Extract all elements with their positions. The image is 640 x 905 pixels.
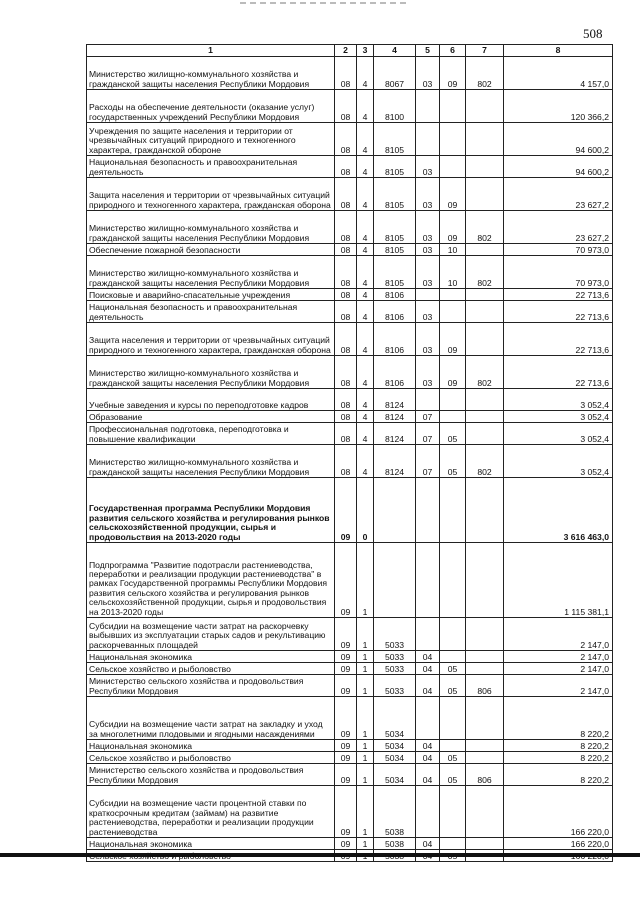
section-code: 09 — [335, 543, 357, 618]
header-cell: 2 — [335, 45, 357, 57]
program-code: 1 — [357, 838, 374, 850]
table-row — [87, 423, 613, 445]
header-cell: 8 — [504, 45, 613, 57]
target-code: 5033 — [374, 618, 416, 651]
target-code: 8105 — [374, 178, 416, 211]
program-code: 1 — [357, 752, 374, 764]
amount: 94 600,2 — [504, 156, 613, 178]
row-name: Субсидии на возмещение части затрат на раскорчевку выбывших из эксплуатации старых садов и рекультивацию раскорчеванных площадей — [87, 618, 335, 651]
ministry-code — [466, 389, 504, 411]
division-code — [416, 697, 440, 740]
table-row — [87, 211, 613, 244]
ministry-code — [466, 740, 504, 752]
row-name: Подпрограмма "Развитие подотрасли растениеводства, переработки и реализации продукции растениеводства" в рамках Государственной программы Республики Мордовия развития сельского хозяйства и регулирования рынков сельскохозяйственной продукции, сырья и продовольствия на 2013-2020 годы — [87, 543, 335, 618]
header-cell: 3 — [357, 45, 374, 57]
division-code: 07 — [416, 445, 440, 478]
division-code — [416, 543, 440, 618]
program-code: 4 — [357, 423, 374, 445]
subdivision-code: 09 — [440, 57, 466, 90]
section-code: 08 — [335, 423, 357, 445]
division-code: 04 — [416, 838, 440, 850]
division-code — [416, 123, 440, 156]
subdivision-code — [440, 389, 466, 411]
ministry-code: 802 — [466, 445, 504, 478]
row-name: Учебные заведения и курсы по переподготовке кадров — [87, 389, 335, 411]
subdivision-code — [440, 543, 466, 618]
program-code: 1 — [357, 786, 374, 838]
ministry-code: 802 — [466, 211, 504, 244]
program-code: 1 — [357, 697, 374, 740]
division-code — [416, 618, 440, 651]
section-code: 08 — [335, 156, 357, 178]
ministry-code — [466, 786, 504, 838]
row-name: Субсидии на возмещение части процентной ставки по краткосрочным кредитам (займам) на развитие растениеводства, переработки и реализации продукции растениеводства — [87, 786, 335, 838]
target-code: 5034 — [374, 740, 416, 752]
ministry-code — [466, 618, 504, 651]
target-code: 8124 — [374, 423, 416, 445]
section-code: 09 — [335, 838, 357, 850]
program-code: 4 — [357, 323, 374, 356]
target-code: 5038 — [374, 786, 416, 838]
row-name: Профессиональная подготовка, переподготовка и повышение квалификации — [87, 423, 335, 445]
division-code: 03 — [416, 256, 440, 289]
row-name: Обеспечение пожарной безопасности — [87, 244, 335, 256]
ministry-code — [466, 543, 504, 618]
table-row — [87, 543, 613, 618]
table-row — [87, 838, 613, 850]
row-name: Министерство жилищно-коммунального хозяйства и гражданской защиты населения Республики Мордовия — [87, 356, 335, 389]
amount: 23 627,2 — [504, 211, 613, 244]
subdivision-code — [440, 90, 466, 123]
ministry-code — [466, 123, 504, 156]
section-code: 08 — [335, 244, 357, 256]
program-code: 4 — [357, 244, 374, 256]
section-code: 09 — [335, 752, 357, 764]
target-code — [374, 478, 416, 543]
header-cell: 4 — [374, 45, 416, 57]
section-code: 08 — [335, 256, 357, 289]
amount: 166 220,0 — [504, 786, 613, 838]
target-code: 5034 — [374, 697, 416, 740]
table-row — [87, 618, 613, 651]
target-code: 8106 — [374, 289, 416, 301]
amount: 2 147,0 — [504, 651, 613, 663]
division-code: 03 — [416, 323, 440, 356]
table-row — [87, 301, 613, 323]
amount: 4 157,0 — [504, 57, 613, 90]
table-row — [87, 244, 613, 256]
table-row — [87, 389, 613, 411]
row-name: Национальная безопасность и правоохранительная деятельность — [87, 301, 335, 323]
division-code: 04 — [416, 663, 440, 675]
section-code: 09 — [335, 651, 357, 663]
ministry-code — [466, 423, 504, 445]
row-name: Национальная экономика — [87, 740, 335, 752]
ministry-code — [466, 411, 504, 423]
division-code: 03 — [416, 156, 440, 178]
division-code: 03 — [416, 211, 440, 244]
amount: 94 600,2 — [504, 123, 613, 156]
subdivision-code — [440, 838, 466, 850]
division-code: 03 — [416, 356, 440, 389]
table-row — [87, 289, 613, 301]
ministry-code — [466, 323, 504, 356]
program-code: 0 — [357, 478, 374, 543]
subdivision-code: 09 — [440, 323, 466, 356]
table-row — [87, 178, 613, 211]
row-name: Субсидии на возмещение части затрат на закладку и уход за многолетними плодовыми и ягодными насаждениями — [87, 697, 335, 740]
target-code: 8106 — [374, 301, 416, 323]
amount: 70 973,0 — [504, 244, 613, 256]
program-code: 1 — [357, 764, 374, 786]
row-name: Поисковые и аварийно-спасательные учреждения — [87, 289, 335, 301]
subdivision-code: 09 — [440, 356, 466, 389]
subdivision-code — [440, 156, 466, 178]
program-code: 1 — [357, 543, 374, 618]
section-code: 09 — [335, 764, 357, 786]
table-row — [87, 123, 613, 156]
subdivision-code: 05 — [440, 752, 466, 764]
table-row — [87, 675, 613, 697]
amount: 166 220,0 — [504, 838, 613, 850]
division-code: 04 — [416, 651, 440, 663]
subdivision-code — [440, 740, 466, 752]
section-code: 08 — [335, 123, 357, 156]
program-code: 4 — [357, 256, 374, 289]
target-code: 8105 — [374, 244, 416, 256]
division-code: 03 — [416, 244, 440, 256]
subdivision-code — [440, 618, 466, 651]
program-code: 4 — [357, 301, 374, 323]
target-code: 8105 — [374, 211, 416, 244]
division-code — [416, 478, 440, 543]
header-cell: 7 — [466, 45, 504, 57]
section-code: 08 — [335, 301, 357, 323]
amount: 8 220,2 — [504, 764, 613, 786]
division-code: 04 — [416, 764, 440, 786]
table-row — [87, 478, 613, 543]
program-code: 1 — [357, 675, 374, 697]
subdivision-code: 05 — [440, 445, 466, 478]
division-code — [416, 289, 440, 301]
amount: 3 052,4 — [504, 423, 613, 445]
row-name: Министерство жилищно-коммунального хозяйства и гражданской защиты населения Республики Мордовия — [87, 256, 335, 289]
amount: 3 052,4 — [504, 411, 613, 423]
target-code: 5034 — [374, 764, 416, 786]
subdivision-code — [440, 786, 466, 838]
subdivision-code: 10 — [440, 244, 466, 256]
program-code: 4 — [357, 123, 374, 156]
program-code: 4 — [357, 57, 374, 90]
subdivision-code: 05 — [440, 675, 466, 697]
section-code: 08 — [335, 289, 357, 301]
table-row — [87, 651, 613, 663]
program-code: 1 — [357, 618, 374, 651]
ministry-code — [466, 178, 504, 211]
division-code — [416, 389, 440, 411]
ministry-code — [466, 289, 504, 301]
division-code: 07 — [416, 411, 440, 423]
subdivision-code — [440, 478, 466, 543]
amount: 8 220,2 — [504, 697, 613, 740]
row-name: Министерство жилищно-коммунального хозяйства и гражданской защиты населения Республики Мордовия — [87, 211, 335, 244]
section-code: 09 — [335, 786, 357, 838]
target-code: 5033 — [374, 675, 416, 697]
section-code: 08 — [335, 90, 357, 123]
amount: 8 220,2 — [504, 752, 613, 764]
division-code: 04 — [416, 675, 440, 697]
target-code: 8106 — [374, 356, 416, 389]
ministry-code: 802 — [466, 256, 504, 289]
amount: 22 713,6 — [504, 301, 613, 323]
header-cell: 1 — [87, 45, 335, 57]
ministry-code — [466, 838, 504, 850]
table-row — [87, 752, 613, 764]
subdivision-code: 10 — [440, 256, 466, 289]
program-code: 1 — [357, 663, 374, 675]
subdivision-code — [440, 301, 466, 323]
division-code — [416, 90, 440, 123]
target-code: 5033 — [374, 651, 416, 663]
ministry-code — [466, 244, 504, 256]
target-code: 5038 — [374, 838, 416, 850]
header-cell: 6 — [440, 45, 466, 57]
budget-table — [86, 44, 613, 862]
table-row — [87, 697, 613, 740]
table-row — [87, 323, 613, 356]
table-row — [87, 57, 613, 90]
table-row — [87, 663, 613, 675]
division-code: 04 — [416, 740, 440, 752]
ministry-code — [466, 752, 504, 764]
row-name: Защита населения и территории от чрезвычайных ситуаций природного и техногенного характера, гражданская оборона — [87, 178, 335, 211]
subdivision-code — [440, 123, 466, 156]
subdivision-code: 09 — [440, 211, 466, 244]
subdivision-code: 05 — [440, 663, 466, 675]
row-name: Сельское хозяйство и рыболовство — [87, 663, 335, 675]
amount: 3 616 463,0 — [504, 478, 613, 543]
program-code: 4 — [357, 389, 374, 411]
amount: 2 147,0 — [504, 663, 613, 675]
section-code: 08 — [335, 411, 357, 423]
subdivision-code — [440, 697, 466, 740]
subdivision-code — [440, 289, 466, 301]
program-code: 4 — [357, 356, 374, 389]
bottom-rule — [0, 853, 640, 857]
row-name: Министерство жилищно-коммунального хозяйства и гражданской защиты населения Республики Мордовия — [87, 57, 335, 90]
row-name: Защита населения и территории от чрезвычайных ситуаций природного и техногенного характера, гражданская оборона — [87, 323, 335, 356]
ministry-code — [466, 651, 504, 663]
scan-artifact — [240, 2, 410, 4]
ministry-code — [466, 697, 504, 740]
division-code: 07 — [416, 423, 440, 445]
section-code: 09 — [335, 740, 357, 752]
table-header-row — [87, 45, 613, 57]
table-row — [87, 764, 613, 786]
table-row — [87, 740, 613, 752]
table-row — [87, 90, 613, 123]
section-code: 09 — [335, 618, 357, 651]
target-code: 8106 — [374, 323, 416, 356]
table-body — [87, 45, 613, 862]
target-code: 5034 — [374, 752, 416, 764]
amount: 120 366,2 — [504, 90, 613, 123]
amount: 22 713,6 — [504, 356, 613, 389]
section-code: 08 — [335, 57, 357, 90]
section-code: 08 — [335, 445, 357, 478]
target-code: 5033 — [374, 663, 416, 675]
program-code: 4 — [357, 90, 374, 123]
header-cell: 5 — [416, 45, 440, 57]
row-name: Национальная безопасность и правоохранительная деятельность — [87, 156, 335, 178]
amount: 22 713,6 — [504, 323, 613, 356]
section-code: 09 — [335, 478, 357, 543]
division-code: 03 — [416, 57, 440, 90]
row-name: Министерство сельского хозяйства и продовольствия Республики Мордовия — [87, 675, 335, 697]
table-row — [87, 356, 613, 389]
subdivision-code — [440, 651, 466, 663]
row-name: Государственная программа Республики Мордовия развития сельского хозяйства и регулирования рынков сельскохозяйственной продукции, сырья и продовольствия на 2013-2020 годы — [87, 478, 335, 543]
amount: 23 627,2 — [504, 178, 613, 211]
row-name: Расходы на обеспечение деятельности (оказание услуг) государственных учреждений Республики Мордовия — [87, 90, 335, 123]
table-row — [87, 256, 613, 289]
amount: 2 147,0 — [504, 675, 613, 697]
target-code: 8067 — [374, 57, 416, 90]
program-code: 4 — [357, 445, 374, 478]
amount: 3 052,4 — [504, 389, 613, 411]
ministry-code — [466, 156, 504, 178]
ministry-code: 806 — [466, 675, 504, 697]
amount: 22 713,6 — [504, 289, 613, 301]
section-code: 08 — [335, 356, 357, 389]
amount: 1 115 381,1 — [504, 543, 613, 618]
program-code: 4 — [357, 156, 374, 178]
program-code: 4 — [357, 289, 374, 301]
ministry-code — [466, 478, 504, 543]
target-code: 8124 — [374, 389, 416, 411]
target-code: 8105 — [374, 156, 416, 178]
target-code: 8105 — [374, 123, 416, 156]
division-code: 03 — [416, 301, 440, 323]
program-code: 4 — [357, 178, 374, 211]
ministry-code: 802 — [466, 356, 504, 389]
program-code: 1 — [357, 651, 374, 663]
section-code: 08 — [335, 178, 357, 211]
row-name: Министерство сельского хозяйства и продовольствия Республики Мордовия — [87, 764, 335, 786]
division-code: 03 — [416, 178, 440, 211]
subdivision-code — [440, 411, 466, 423]
amount: 70 973,0 — [504, 256, 613, 289]
ministry-code: 806 — [466, 764, 504, 786]
section-code: 09 — [335, 675, 357, 697]
subdivision-code: 05 — [440, 423, 466, 445]
division-code — [416, 786, 440, 838]
amount: 2 147,0 — [504, 618, 613, 651]
ministry-code: 802 — [466, 57, 504, 90]
ministry-code — [466, 301, 504, 323]
target-code: 8100 — [374, 90, 416, 123]
section-code: 08 — [335, 211, 357, 244]
row-name: Национальная экономика — [87, 838, 335, 850]
subdivision-code: 05 — [440, 764, 466, 786]
program-code: 1 — [357, 740, 374, 752]
section-code: 09 — [335, 663, 357, 675]
row-name: Министерство жилищно-коммунального хозяйства и гражданской защиты населения Республики Мордовия — [87, 445, 335, 478]
ministry-code — [466, 663, 504, 675]
table-row — [87, 156, 613, 178]
section-code: 09 — [335, 697, 357, 740]
amount: 3 052,4 — [504, 445, 613, 478]
target-code — [374, 543, 416, 618]
program-code: 4 — [357, 411, 374, 423]
section-code: 08 — [335, 389, 357, 411]
row-name: Образование — [87, 411, 335, 423]
row-name: Сельское хозяйство и рыболовство — [87, 752, 335, 764]
row-name: Национальная экономика — [87, 651, 335, 663]
row-name: Учреждения по защите населения и территории от чрезвычайных ситуаций природного и техногенного характера, гражданской обороне — [87, 123, 335, 156]
ministry-code — [466, 90, 504, 123]
page-number: 508 — [583, 26, 603, 41]
table-row — [87, 786, 613, 838]
subdivision-code: 09 — [440, 178, 466, 211]
program-code: 4 — [357, 211, 374, 244]
table-row — [87, 411, 613, 423]
target-code: 8105 — [374, 256, 416, 289]
target-code: 8124 — [374, 411, 416, 423]
amount: 8 220,2 — [504, 740, 613, 752]
table-row — [87, 445, 613, 478]
section-code: 08 — [335, 323, 357, 356]
target-code: 8124 — [374, 445, 416, 478]
division-code: 04 — [416, 752, 440, 764]
